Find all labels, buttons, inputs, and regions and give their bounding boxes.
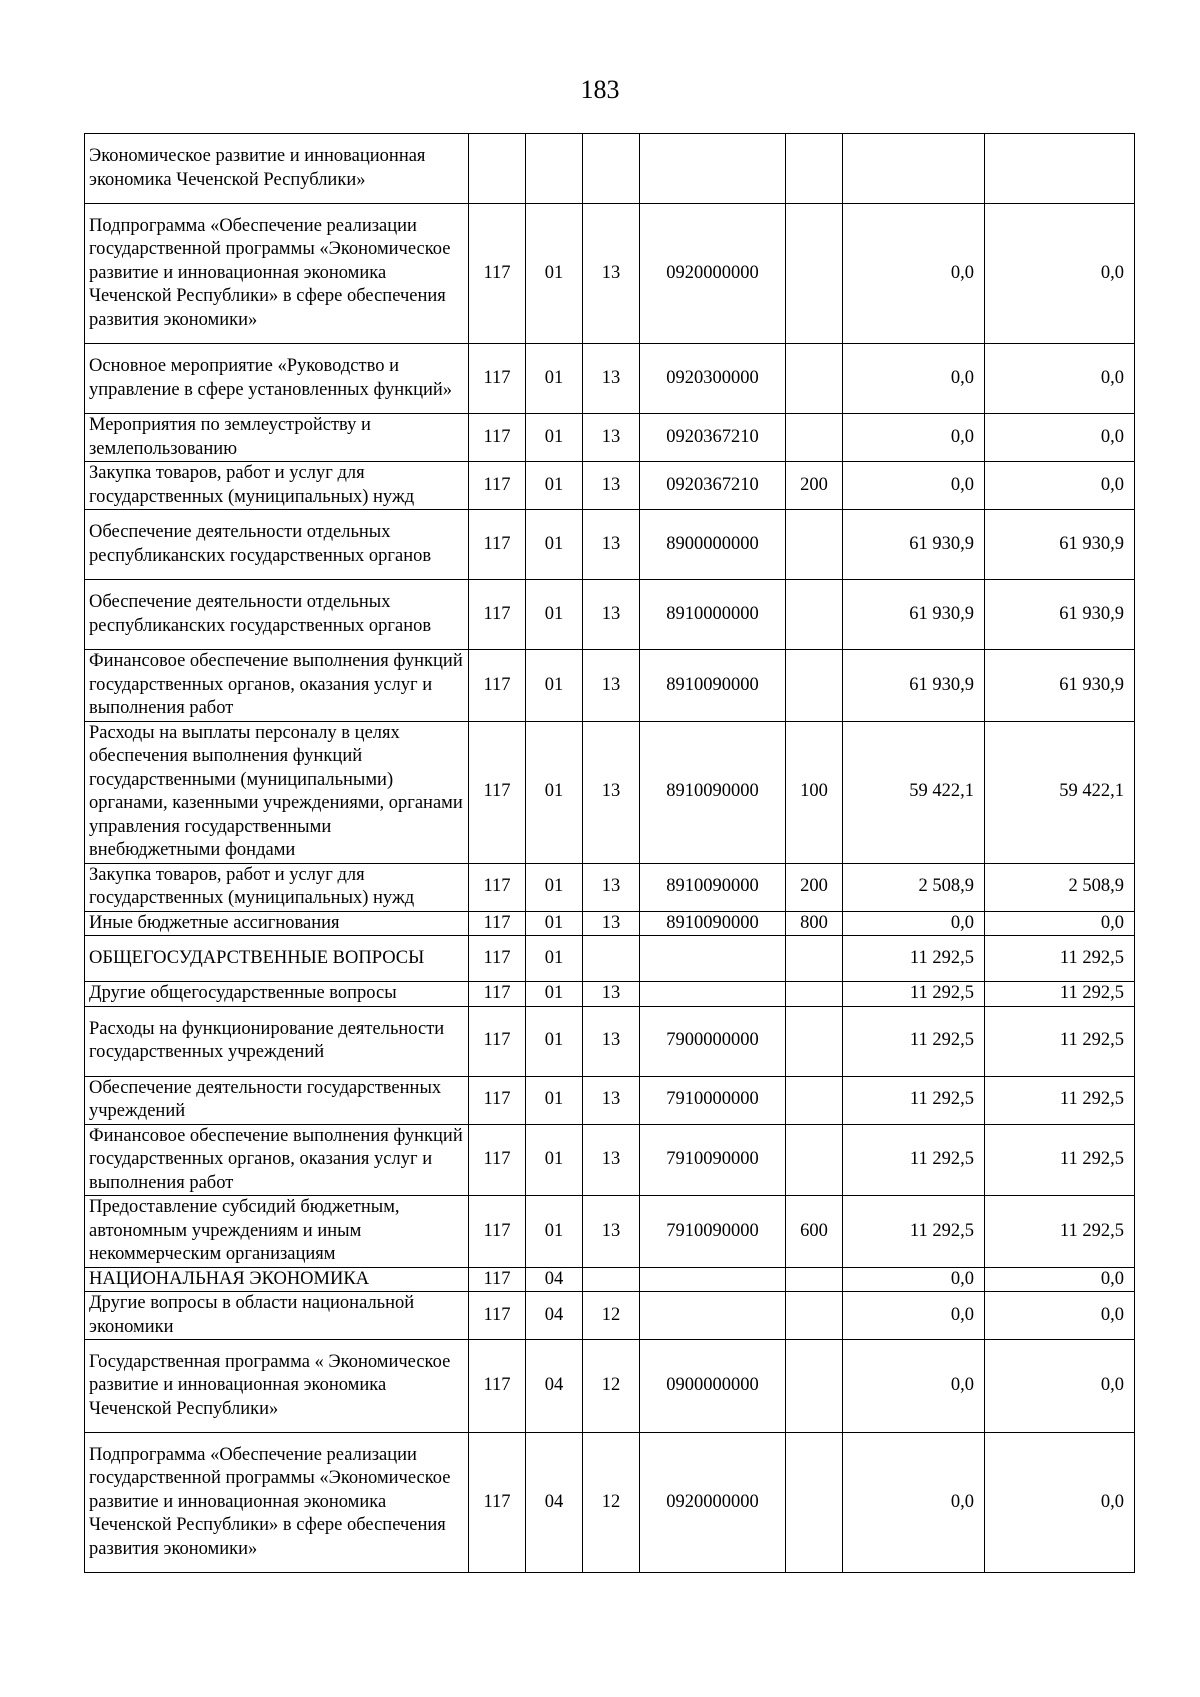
target-article-cell: 8910090000 [640,650,786,722]
expense-type-cell: 100 [786,721,843,863]
amount-cell-1: 2 508,9 [843,863,985,911]
subsection-code-cell: 13 [583,721,640,863]
row-name-cell: Подпрограмма «Обеспечение реализации государственной программы «Экономическое развитие и инновационная экономика Чеченской Республики» в сфере обеспечения развития экономики» [85,1433,469,1573]
table-row [85,1340,1135,1433]
ministry-code-cell: 117 [469,1433,526,1573]
table-row [85,936,1135,982]
row-name-cell: Обеспечение деятельности отдельных республиканских государственных органов [85,580,469,650]
row-name-cell: Закупка товаров, работ и услуг для государственных (муниципальных) нужд [85,863,469,911]
target-article-cell: 0900000000 [640,1340,786,1433]
target-article-cell: 8900000000 [640,510,786,580]
ministry-code-cell: 117 [469,1292,526,1340]
amount-cell-1: 0,0 [843,911,985,936]
table-row [85,134,1135,204]
target-article-cell: 0920000000 [640,204,786,344]
amount-cell-2: 0,0 [985,1340,1135,1433]
amount-cell-1: 11 292,5 [843,1124,985,1196]
target-article-cell: 7900000000 [640,1006,786,1076]
expense-type-cell [786,1076,843,1124]
amount-cell-1 [843,134,985,204]
amount-cell-2: 0,0 [985,1292,1135,1340]
subsection-code-cell [583,1267,640,1292]
amount-cell-2: 59 422,1 [985,721,1135,863]
subsection-code-cell: 13 [583,1124,640,1196]
subsection-code-cell: 13 [583,1196,640,1268]
section-code-cell: 04 [526,1267,583,1292]
ministry-code-cell: 117 [469,936,526,982]
ministry-code-cell: 117 [469,580,526,650]
row-name-cell: Мероприятия по землеустройству и землепользованию [85,414,469,462]
amount-cell-1: 0,0 [843,344,985,414]
section-code-cell: 01 [526,650,583,722]
expense-type-cell [786,650,843,722]
subsection-code-cell: 13 [583,344,640,414]
section-code-cell: 04 [526,1340,583,1433]
section-code-cell: 04 [526,1433,583,1573]
expense-type-cell [786,936,843,982]
expense-type-cell: 200 [786,863,843,911]
expense-type-cell [786,580,843,650]
table-row [85,982,1135,1007]
row-name-cell: Финансовое обеспечение выполнения функций государственных органов, оказания услуг и выполнения работ [85,1124,469,1196]
amount-cell-1: 11 292,5 [843,982,985,1007]
row-name-cell: Обеспечение деятельности отдельных республиканских государственных органов [85,510,469,580]
amount-cell-2: 11 292,5 [985,1124,1135,1196]
table-row [85,721,1135,863]
amount-cell-1: 11 292,5 [843,1196,985,1268]
ministry-code-cell: 117 [469,510,526,580]
row-name-cell: Другие общегосударственные вопросы [85,982,469,1007]
amount-cell-1: 0,0 [843,1433,985,1573]
subsection-code-cell: 13 [583,204,640,344]
table-row [85,1433,1135,1573]
row-name-cell: Расходы на выплаты персоналу в целях обеспечения выполнения функций государственными (муниципальными) органами, казенными учреждениями, органами управления государственными внебюджетными фондами [85,721,469,863]
amount-cell-1: 11 292,5 [843,936,985,982]
amount-cell-2: 61 930,9 [985,580,1135,650]
row-name-cell: Расходы на функционирование деятельности государственных учреждений [85,1006,469,1076]
expense-type-cell: 200 [786,462,843,510]
section-code-cell: 01 [526,1196,583,1268]
table-row [85,1267,1135,1292]
expense-type-cell: 600 [786,1196,843,1268]
subsection-code-cell: 13 [583,982,640,1007]
subsection-code-cell: 13 [583,462,640,510]
section-code-cell: 01 [526,580,583,650]
subsection-code-cell: 13 [583,863,640,911]
amount-cell-1: 11 292,5 [843,1006,985,1076]
target-article-cell [640,982,786,1007]
section-code-cell: 01 [526,936,583,982]
ministry-code-cell: 117 [469,863,526,911]
expense-type-cell [786,1340,843,1433]
subsection-code-cell: 13 [583,650,640,722]
expense-type-cell: 800 [786,911,843,936]
ministry-code-cell: 117 [469,344,526,414]
table-row [85,344,1135,414]
row-name-cell: ОБЩЕГОСУДАРСТВЕННЫЕ ВОПРОСЫ [85,936,469,982]
amount-cell-2: 61 930,9 [985,650,1135,722]
target-article-cell [640,1292,786,1340]
ministry-code-cell: 117 [469,1076,526,1124]
row-name-cell: Иные бюджетные ассигнования [85,911,469,936]
expense-type-cell [786,134,843,204]
amount-cell-1: 0,0 [843,204,985,344]
target-article-cell [640,936,786,982]
amount-cell-1: 0,0 [843,462,985,510]
table-row [85,1006,1135,1076]
ministry-code-cell: 117 [469,1006,526,1076]
target-article-cell: 7910000000 [640,1076,786,1124]
row-name-cell: Подпрограмма «Обеспечение реализации государственной программы «Экономическое развитие и инновационная экономика Чеченской Республики» в сфере обеспечения развития экономики» [85,204,469,344]
ministry-code-cell: 117 [469,1267,526,1292]
target-article-cell: 0920000000 [640,1433,786,1573]
table-row [85,204,1135,344]
row-name-cell: Основное мероприятие «Руководство и управление в сфере установленных функций» [85,344,469,414]
amount-cell-1: 0,0 [843,1267,985,1292]
section-code-cell: 01 [526,1124,583,1196]
section-code-cell: 01 [526,863,583,911]
expense-type-cell [786,1124,843,1196]
row-name-cell: Обеспечение деятельности государственных учреждений [85,1076,469,1124]
section-code-cell: 01 [526,510,583,580]
subsection-code-cell: 13 [583,510,640,580]
amount-cell-1: 0,0 [843,1340,985,1433]
table-row [85,650,1135,722]
subsection-code-cell: 12 [583,1340,640,1433]
target-article-cell [640,134,786,204]
ministry-code-cell [469,134,526,204]
subsection-code-cell: 13 [583,580,640,650]
target-article-cell: 7910090000 [640,1124,786,1196]
amount-cell-2: 0,0 [985,911,1135,936]
ministry-code-cell: 117 [469,204,526,344]
section-code-cell: 01 [526,204,583,344]
subsection-code-cell: 12 [583,1292,640,1340]
amount-cell-1: 59 422,1 [843,721,985,863]
section-code-cell: 01 [526,344,583,414]
amount-cell-2: 0,0 [985,344,1135,414]
page-number: 183 [580,75,620,104]
amount-cell-1: 61 930,9 [843,580,985,650]
ministry-code-cell: 117 [469,911,526,936]
table-row [85,1292,1135,1340]
target-article-cell: 8910000000 [640,580,786,650]
subsection-code-cell: 13 [583,414,640,462]
amount-cell-2: 11 292,5 [985,982,1135,1007]
expense-type-cell [786,1267,843,1292]
amount-cell-2 [985,134,1135,204]
target-article-cell [640,1267,786,1292]
expense-type-cell [786,204,843,344]
section-code-cell: 01 [526,911,583,936]
subsection-code-cell: 13 [583,911,640,936]
section-code-cell: 01 [526,982,583,1007]
subsection-code-cell: 12 [583,1433,640,1573]
ministry-code-cell: 117 [469,462,526,510]
table-row [85,863,1135,911]
section-code-cell: 04 [526,1292,583,1340]
row-name-cell: Другие вопросы в области национальной экономики [85,1292,469,1340]
ministry-code-cell: 117 [469,1124,526,1196]
amount-cell-2: 61 930,9 [985,510,1135,580]
section-code-cell [526,134,583,204]
row-name-cell: Предоставление субсидий бюджетным, автономным учреждениям и иным некоммерческим организациям [85,1196,469,1268]
amount-cell-2: 2 508,9 [985,863,1135,911]
ministry-code-cell: 117 [469,1340,526,1433]
amount-cell-2: 11 292,5 [985,1196,1135,1268]
ministry-code-cell: 117 [469,721,526,863]
subsection-code-cell [583,936,640,982]
amount-cell-1: 0,0 [843,1292,985,1340]
expense-type-cell [786,344,843,414]
target-article-cell: 8910090000 [640,721,786,863]
section-code-cell: 01 [526,1006,583,1076]
table-row [85,510,1135,580]
amount-cell-1: 0,0 [843,414,985,462]
amount-cell-2: 11 292,5 [985,1006,1135,1076]
amount-cell-1: 61 930,9 [843,510,985,580]
budget-table [84,133,1135,1573]
target-article-cell: 8910090000 [640,911,786,936]
subsection-code-cell: 13 [583,1076,640,1124]
ministry-code-cell: 117 [469,982,526,1007]
expense-type-cell [786,1433,843,1573]
ministry-code-cell: 117 [469,414,526,462]
table-body [85,134,1135,1573]
amount-cell-2: 0,0 [985,1433,1135,1573]
target-article-cell: 0920367210 [640,462,786,510]
row-name-cell: Экономическое развитие и инновационная экономика Чеченской Республики» [85,134,469,204]
table-row [85,414,1135,462]
row-name-cell: Государственная программа « Экономическое развитие и инновационная экономика Чеченской Республики» [85,1340,469,1433]
row-name-cell: Закупка товаров, работ и услуг для государственных (муниципальных) нужд [85,462,469,510]
row-name-cell: НАЦИОНАЛЬНАЯ ЭКОНОМИКА [85,1267,469,1292]
ministry-code-cell: 117 [469,1196,526,1268]
amount-cell-2: 0,0 [985,204,1135,344]
subsection-code-cell [583,134,640,204]
subsection-code-cell: 13 [583,1006,640,1076]
amount-cell-1: 61 930,9 [843,650,985,722]
table-row [85,1076,1135,1124]
table-row [85,1196,1135,1268]
ministry-code-cell: 117 [469,650,526,722]
amount-cell-2: 11 292,5 [985,936,1135,982]
target-article-cell: 0920367210 [640,414,786,462]
amount-cell-2: 0,0 [985,414,1135,462]
amount-cell-2: 0,0 [985,1267,1135,1292]
expense-type-cell [786,1292,843,1340]
section-code-cell: 01 [526,1076,583,1124]
target-article-cell: 8910090000 [640,863,786,911]
section-code-cell: 01 [526,721,583,863]
table-row [85,580,1135,650]
table-row [85,1124,1135,1196]
target-article-cell: 0920300000 [640,344,786,414]
expense-type-cell [786,510,843,580]
amount-cell-2: 0,0 [985,462,1135,510]
amount-cell-2: 11 292,5 [985,1076,1135,1124]
expense-type-cell [786,1006,843,1076]
section-code-cell: 01 [526,414,583,462]
row-name-cell: Финансовое обеспечение выполнения функций государственных органов, оказания услуг и выполнения работ [85,650,469,722]
target-article-cell: 7910090000 [640,1196,786,1268]
table-row [85,911,1135,936]
amount-cell-1: 11 292,5 [843,1076,985,1124]
section-code-cell: 01 [526,462,583,510]
table-row [85,462,1135,510]
expense-type-cell [786,414,843,462]
expense-type-cell [786,982,843,1007]
